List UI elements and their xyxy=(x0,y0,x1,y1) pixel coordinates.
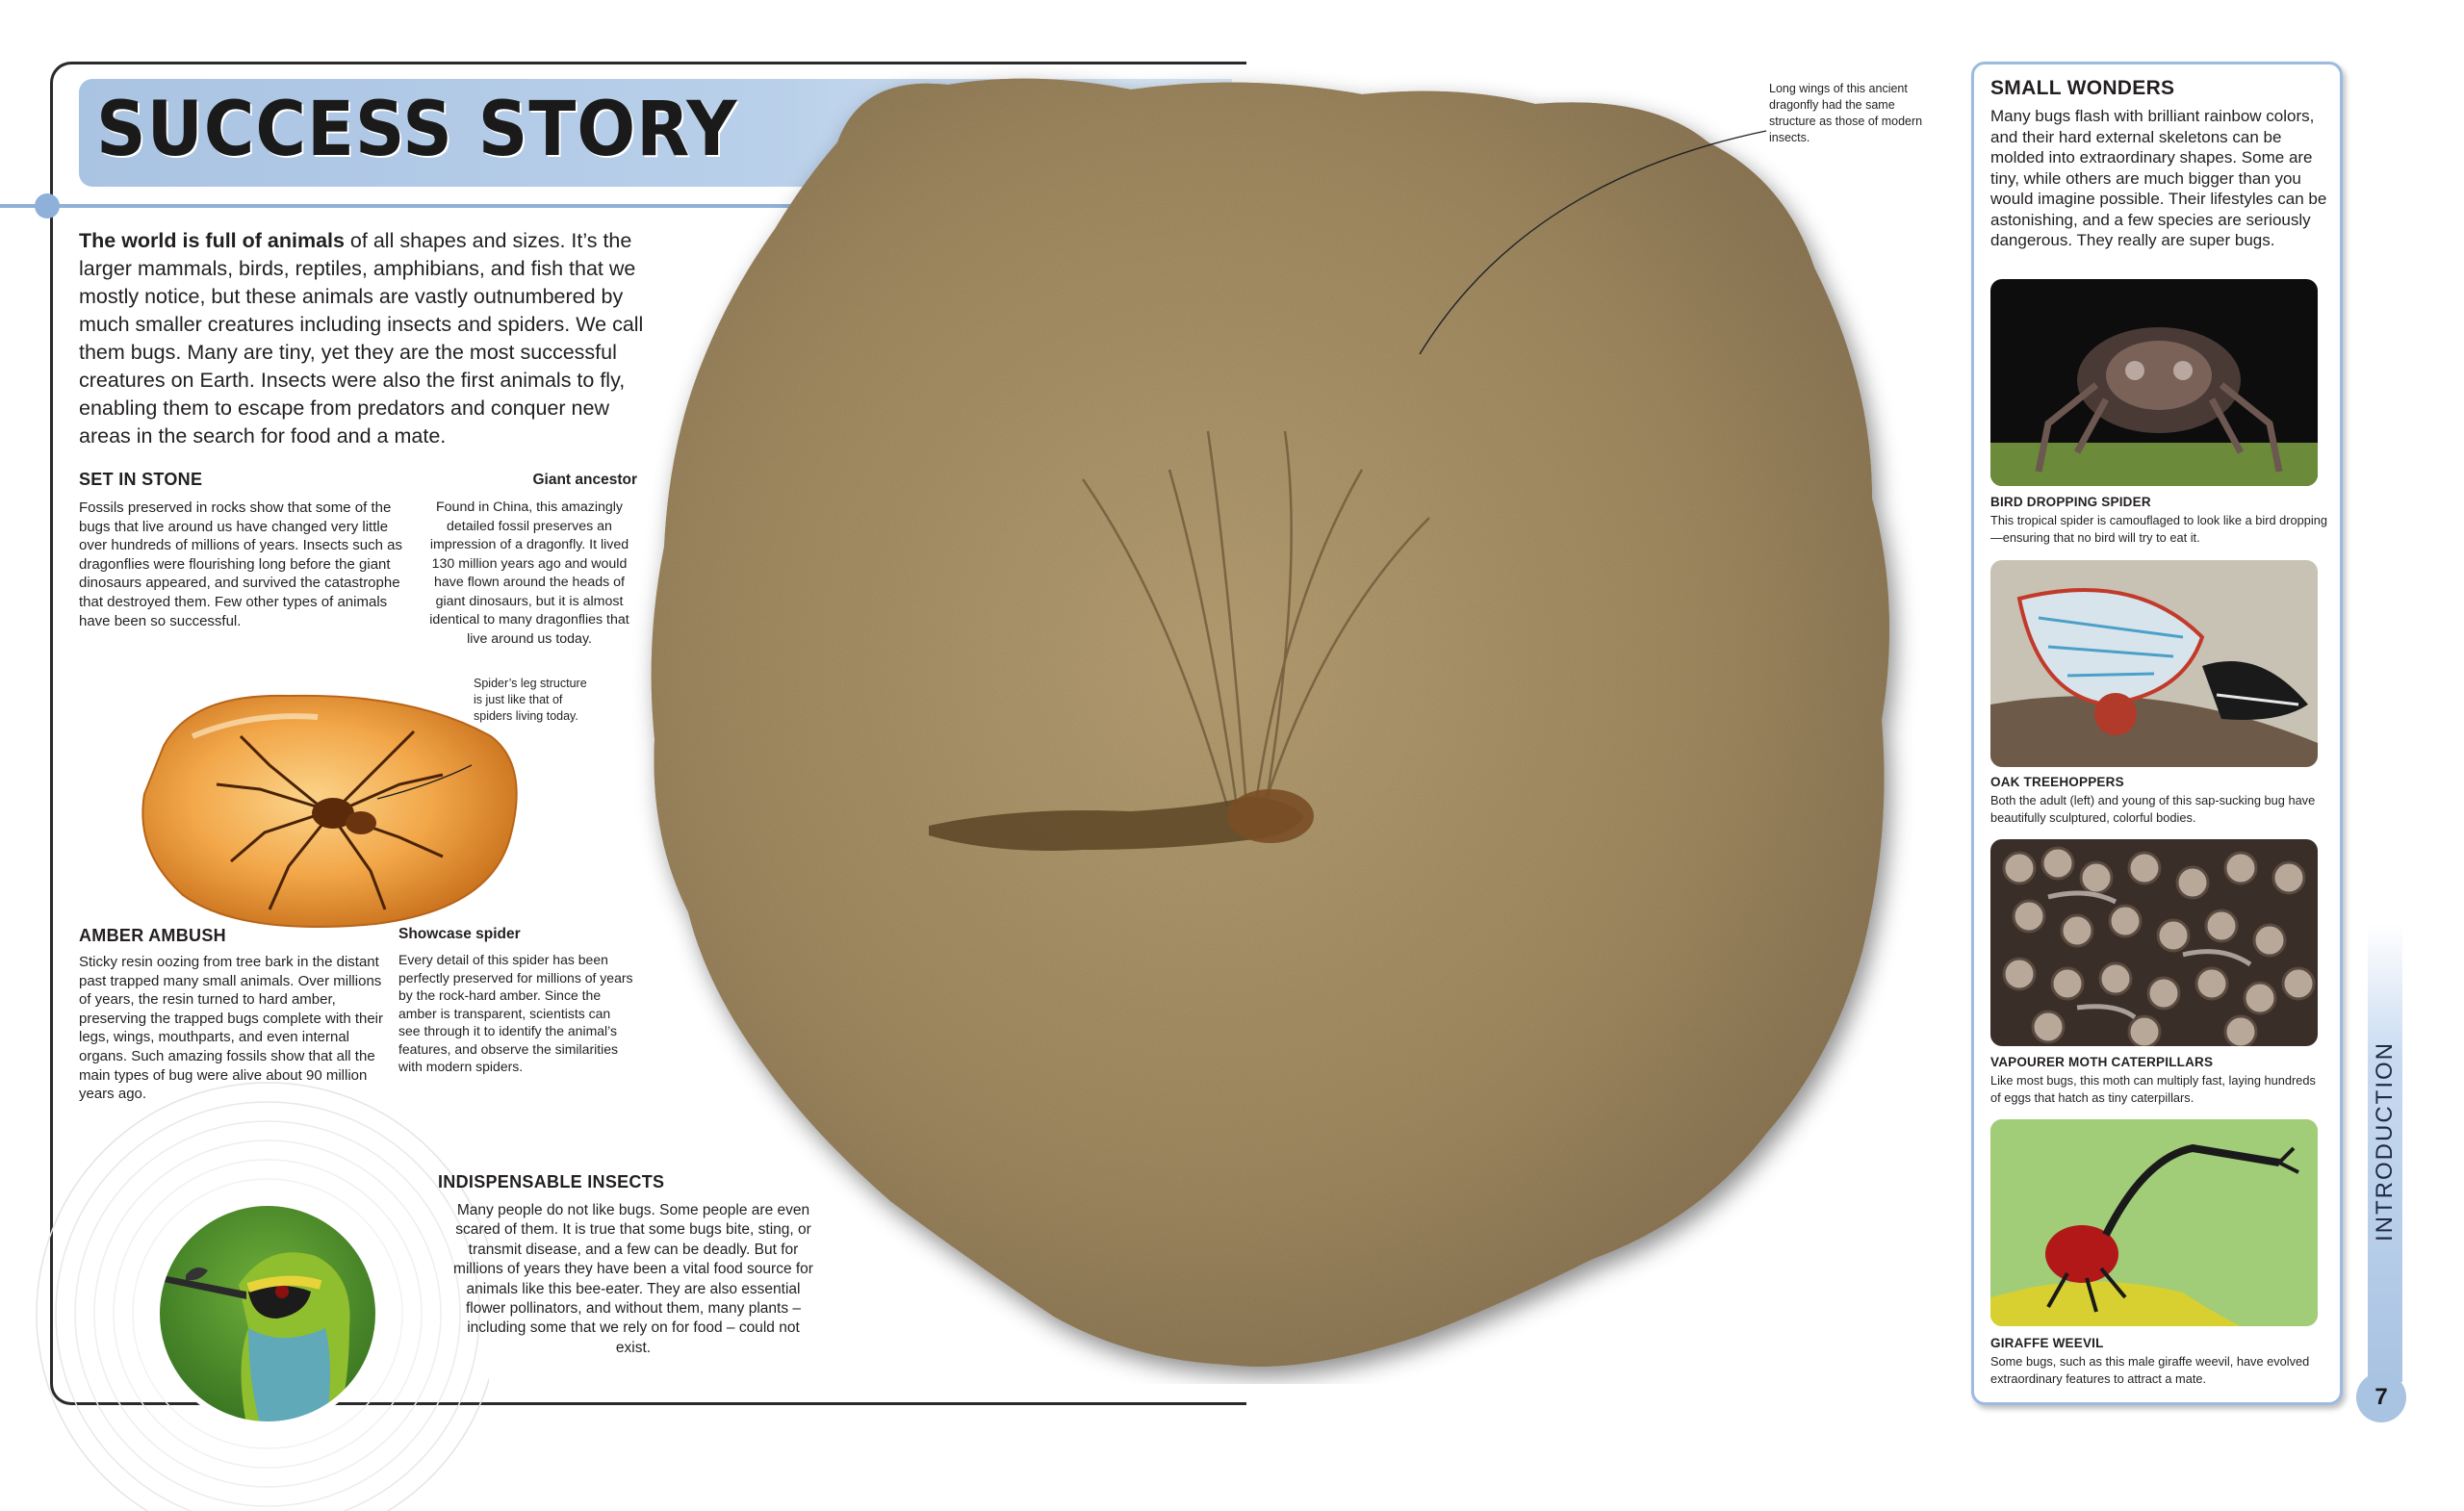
small-wonders-text: Many bugs flash with brilliant rainbow colors, and their hard external skeletons can be molded into extraordinary shapes. Some are tiny, while others are much bigger than you would imagine possible. Their lifestyles can be astonishing, and a few species are seriously dangerous. They really are super bugs. xyxy=(1990,107,2327,249)
bee-eater-image xyxy=(17,1039,489,1511)
dragonfly-annotation: Long wings of this ancient dragonfly had the same structure as those of modern insects. xyxy=(1769,82,1923,144)
vapourer-moth-title: VAPOURER MOTH CATERPILLARS xyxy=(1990,1055,2214,1069)
vapourer-moth-caption: Like most bugs, this moth can multiply fast, laying hundreds of eggs that hatch as tiny caterpillars. xyxy=(1990,1073,2316,1105)
oak-treehoppers-title: OAK TREEHOPPERS xyxy=(1990,775,2124,789)
showcase-spider-text: Every detail of this spider has been perfectly preserved for millions of years by the rock-hard amber. Since the amber is transparent, scientists can see through it to identify the animal’s features, and observe the similarities with modern spiders. xyxy=(398,952,633,1074)
bird-dropping-spider-caption: This tropical spider is camouflaged to look like a bird dropping—ensuring that no bird will try to eat it. xyxy=(1990,513,2327,545)
amber-spider-image xyxy=(125,679,529,938)
oak-treehoppers-image xyxy=(1990,560,2318,767)
dragonfly-fossil-image xyxy=(630,65,1925,1384)
page-title: SUCCESS STORY xyxy=(96,87,738,173)
intro-text: of all shapes and sizes. It’s the larger mammals, birds, reptiles, amphibians, and fish that we mostly notice, but these animals are vastly outnumbered by much smaller creatures including insects and spiders. We call them bugs. Many are tiny, yet they are the most successful creatures on Earth. Insects were also the first animals to fly, enabling them to escape from predators and conquer new areas in the search for food and a mate. xyxy=(79,229,644,448)
giant-ancestor-heading: Giant ancestor xyxy=(532,472,637,488)
showcase-spider-heading: Showcase spider xyxy=(398,926,521,942)
indispensable-text: Many people do not like bugs. Some people are even scared of them. It is true that some bugs bite, sting, or transmit disease, and a few can be deadly. But for millions of years they have been a vital food source for animals like this bee-eater. They are also essential flower pollinators, and without them, many plants – including some that we rely on for food – could not exist. xyxy=(453,1202,813,1356)
small-wonders-heading: SMALL WONDERS xyxy=(1990,77,2175,99)
section-label xyxy=(2368,1157,2402,1242)
amber-annotation: Spider’s leg structure is just like that of spiders living today. xyxy=(474,677,587,723)
giant-ancestor-text: Found in China, this amazingly detailed fossil preserves an impression of a dragonfly. It lived 130 million years ago and would have flown around the heads of giant dinosaurs, but it is almost identical to many dragonflies that live around us today. xyxy=(429,499,629,647)
bird-dropping-spider-title: BIRD DROPPING SPIDER xyxy=(1990,495,2151,509)
giraffe-weevil-image xyxy=(1990,1119,2318,1326)
amber-ambush-heading: AMBER AMBUSH xyxy=(79,926,226,945)
giraffe-weevil-title: GIRAFFE WEEVIL xyxy=(1990,1336,2104,1350)
set-in-stone-text: Fossils preserved in rocks show that some of the bugs that live around us have changed very little over hundreds of millions of years. Insects such as dragonflies were flourishing long before the giant dinosaurs appeared, and survived the catastrophe that destroyed them. Few other types of animals have been so successful. xyxy=(79,499,402,629)
intro-paragraph xyxy=(79,227,656,450)
header-rule-dot xyxy=(35,193,60,218)
oak-treehoppers-caption: Both the adult (left) and young of this sap-sucking bug have beautifully sculptured, colorful bodies. xyxy=(1990,793,2316,825)
set-in-stone-heading: SET IN STONE xyxy=(79,470,203,489)
indispensable-heading: INDISPENSABLE INSECTS xyxy=(438,1172,665,1191)
giraffe-weevil-caption: Some bugs, such as this male giraffe weevil, have evolved extraordinary features to attract a mate. xyxy=(1990,1354,2310,1386)
page-number: 7 xyxy=(2356,1372,2406,1422)
vapourer-moth-caterpillars-image xyxy=(1990,839,2318,1046)
bird-dropping-spider-image xyxy=(1990,279,2318,486)
amber-ambush-text: Sticky resin oozing from tree bark in the distant past trapped many small animals. Over millions of years, the resin turned to hard amber, preserving the trapped bugs complete with their legs, wings, mouthparts, and even internal organs. Such amazing fossils show that all the main types of bug were alive about 90 million years ago. xyxy=(79,954,384,1103)
intro-lead: The world is full of animals xyxy=(79,229,345,252)
